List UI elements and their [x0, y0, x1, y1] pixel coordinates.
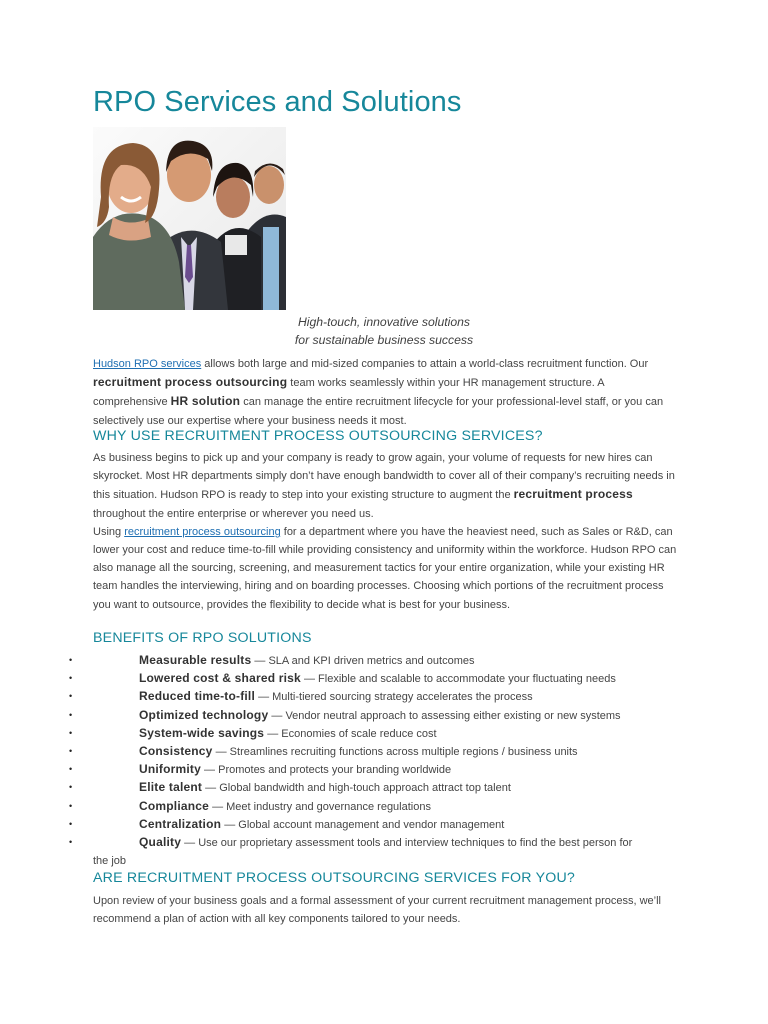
benefit-title: Centralization	[139, 816, 222, 831]
benefits-list	[69, 651, 678, 870]
benefit-desc-continued: the job	[93, 855, 127, 868]
bullet-icon: •	[69, 818, 73, 829]
benefit-desc: — Economies of scale reduce cost	[264, 727, 437, 740]
caption-line-1: High-touch, innovative solutions	[297, 315, 471, 329]
benefit-desc: — Use our proprietary assessment tools and interview techniques to find the best person for	[181, 836, 633, 849]
benefit-item	[69, 833, 678, 870]
intro-text-2: team works seamlessly within your HR management structure. A comprehensive	[93, 377, 604, 409]
for-you-paragraph: Upon review of your business goals and a formal assessment of your current recruitment management process, we’ll recommend a plan of action with all key components tailored to your needs.	[93, 895, 661, 926]
benefit-desc: — Global account management and vendor management	[221, 818, 505, 831]
benefit-desc: — Promotes and protects your branding worldwide	[201, 764, 452, 777]
benefits-heading: BENEFITS OF RPO SOLUTIONS	[93, 630, 312, 646]
bullet-icon: •	[69, 800, 73, 811]
benefit-item	[69, 742, 678, 760]
benefit-title: System-wide savings	[139, 725, 265, 740]
bullet-icon: •	[69, 709, 73, 720]
bullet-icon: •	[69, 764, 73, 775]
benefit-item	[69, 760, 678, 778]
intro-text-3: can manage the entire recruitment lifecycle for your professional-level staff, or you can selectively use our expertise where your business needs it most.	[93, 396, 664, 427]
why-using-text: Using	[93, 525, 125, 538]
for-you-heading: ARE RECRUITMENT PROCESS OUTSOURCING SERVICES FOR YOU?	[93, 870, 576, 886]
benefit-desc: — Flexible and scalable to accommodate your fluctuating needs	[300, 673, 616, 686]
caption-line-2: for sustainable business success	[294, 333, 474, 347]
bullet-icon: •	[69, 836, 73, 847]
benefit-title: Reduced time-to-fill	[139, 689, 256, 704]
benefit-item	[69, 797, 678, 815]
benefit-desc: — Global bandwidth and high-touch approach attract top talent	[202, 782, 511, 795]
benefit-desc: — Meet industry and governance regulations	[209, 800, 431, 813]
benefit-title: Uniformity	[139, 762, 201, 777]
benefit-title: Measurable results	[139, 653, 252, 667]
benefit-item	[69, 724, 678, 742]
benefit-item	[69, 651, 678, 669]
benefit-item	[69, 706, 678, 724]
why-text-1: As business begins to pick up and your company is ready to grow again, your volume of requests for new hires can skyrocket. Most HR departments simply don’t have enough bandwidth to cover all of their company’s recruiting needs in this situation. Hudson RPO is ready to step into your existing structure to augment the	[93, 452, 675, 502]
bullet-icon: •	[69, 673, 73, 684]
intro-bold-2: HR solution	[170, 394, 241, 409]
bullet-icon: •	[69, 655, 73, 665]
bullet-icon: •	[69, 745, 73, 756]
why-bold: recruitment process	[513, 487, 633, 502]
benefit-desc: — Multi-tiered sourcing strategy accelerates the process	[255, 691, 533, 704]
benefit-item	[69, 687, 678, 705]
why-heading: WHY USE RECRUITMENT PROCESS OUTSOURCING SERVICES?	[93, 428, 543, 444]
benefit-title: Elite talent	[139, 780, 203, 795]
page-title: RPO Services and Solutions	[93, 86, 462, 118]
benefit-title: Lowered cost & shared risk	[139, 671, 301, 686]
hudson-rpo-services-link[interactable]: Hudson RPO services	[93, 358, 202, 370]
bullet-icon: •	[69, 691, 73, 702]
benefit-item	[69, 778, 678, 796]
team-photo-illustration	[93, 127, 286, 310]
intro-bold-1: recruitment process outsourcing	[93, 375, 288, 390]
benefit-item	[69, 669, 678, 687]
benefit-title: Compliance	[139, 798, 210, 813]
benefit-desc: — Vendor neutral approach to assessing either existing or new systems	[268, 709, 621, 722]
photo-caption	[289, 313, 479, 349]
intro-text-1: allows both large and mid-sized companies to attain a world-class recruitment function. Our	[201, 358, 649, 370]
rpo-link[interactable]: recruitment process outsourcing	[124, 525, 281, 538]
why-text-2: throughout the entire enterprise or wherever you need us.	[93, 507, 374, 520]
bullet-icon: •	[69, 727, 73, 738]
benefit-desc: — SLA and KPI driven metrics and outcomes	[251, 655, 475, 667]
intro-paragraph	[93, 355, 678, 430]
benefit-desc: — Streamlines recruiting functions across multiple regions / business units	[212, 745, 578, 758]
why-text-3: for a department where you have the heaviest need, such as Sales or R&D, can lower your cost and reduce time-to-fill while providing consistency and uniformity within the workforce. Hudson RPO can also manage all the sourcing, screening, and measurement tactics for your entire organization, while your existing HR team handles the interviewing, hiring and on boarding processes. Choosing which portions of the recruitment process you want to outsource, provides the flexibility to decide what is best for your business.	[93, 525, 677, 611]
benefit-title: Optimized technology	[139, 707, 269, 722]
benefit-title: Consistency	[139, 743, 213, 758]
why-paragraph	[93, 449, 678, 614]
benefit-item	[69, 815, 678, 833]
benefit-title: Quality	[139, 834, 182, 849]
team-photo	[93, 127, 286, 310]
bullet-icon: •	[69, 782, 73, 793]
